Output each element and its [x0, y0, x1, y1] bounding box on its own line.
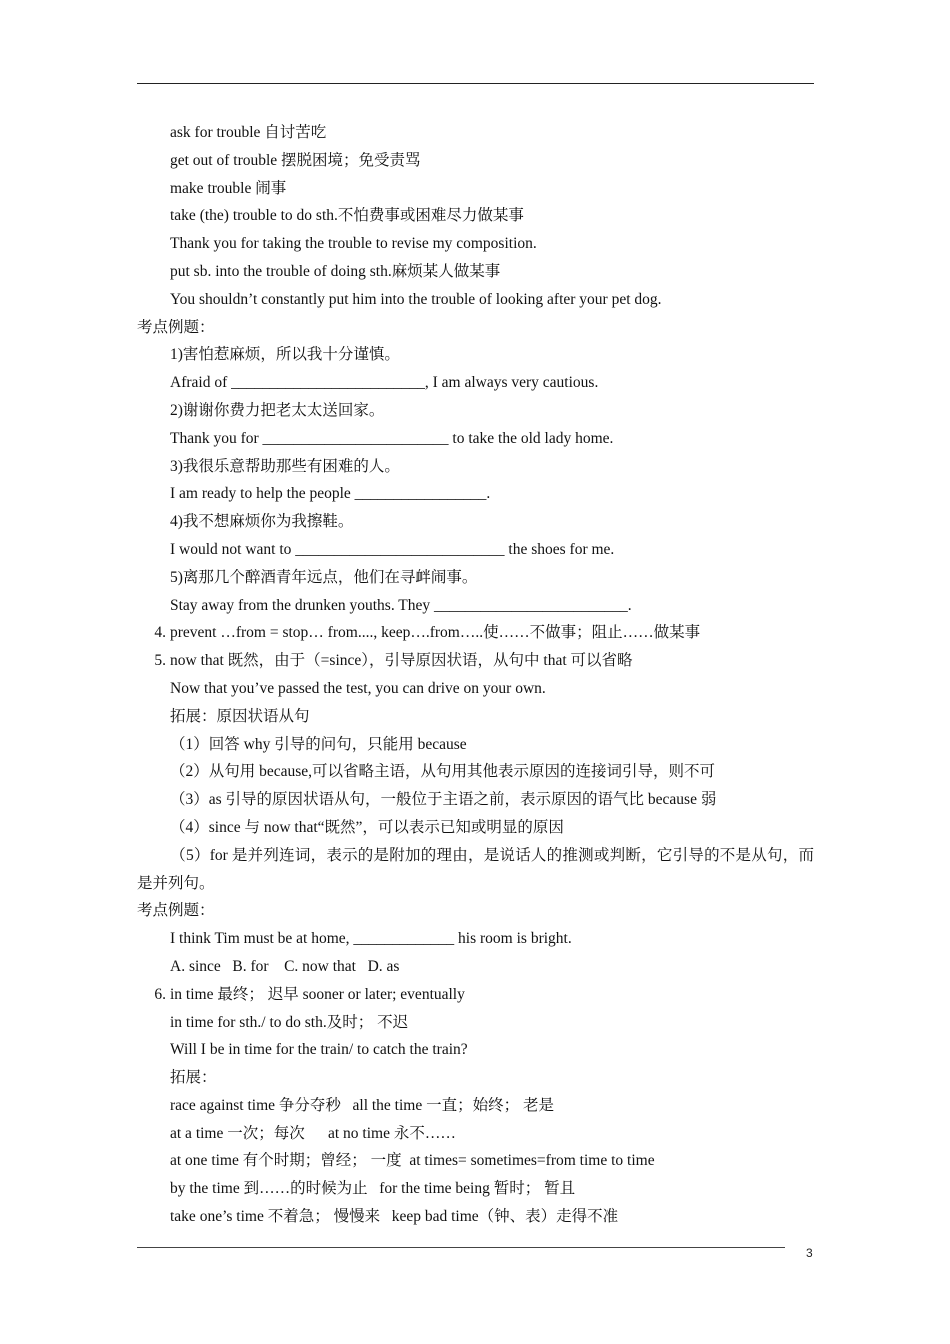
text-line: take one’s time 不着急； 慢慢来 keep bad time（钟、表）走得不准	[170, 1208, 619, 1226]
text-line: （2）从句用 because,可以省略主语，从句用其他表示原因的连接词引导，则不可	[170, 763, 716, 781]
section-label: 考点例题：	[137, 318, 215, 336]
page-number: 3	[806, 1246, 813, 1260]
text-line: Will I be in time for the train/ to catch the train?	[170, 1041, 468, 1059]
exercise-line: 5)离那几个醉酒青年远点，他们在寻衅闹事。	[170, 568, 478, 586]
text-line: by the time 到……的时候为止 for the time being 暂时； 暂且	[170, 1180, 576, 1198]
exercise-line: I think Tim must be at home, _____________ his room is bright.	[170, 930, 572, 948]
exercise-line: I would not want to ___________________________ the shoes for me.	[170, 540, 615, 558]
exercise-line: Thank you for ________________________ to take the old lady home.	[170, 429, 614, 447]
text-line: ask for trouble 自讨苦吃	[170, 124, 327, 141]
exercise-line: 1)害怕惹麻烦，所以我十分谨慎。	[170, 346, 400, 364]
text-line: Thank you for taking the trouble to revise my composition.	[170, 235, 537, 253]
page-content	[137, 119, 814, 1231]
exercise-line: I am ready to help the people _________________.	[170, 485, 491, 503]
text-line: You shouldn’t constantly put him into the trouble of looking after your pet dog.	[170, 290, 662, 308]
item-text: in time 最终； 迟早 sooner or later; eventually	[170, 985, 465, 1003]
text-line: race against time 争分夺秒 all the time 一直；始终； 老是	[170, 1096, 554, 1114]
exercise-line: 4)我不想麻烦你为我擦鞋。	[170, 513, 354, 531]
text-line: in time for sth./ to do sth.及时； 不迟	[170, 1013, 409, 1031]
text-line: put sb. into the trouble of doing sth.麻烦某人做某事	[170, 262, 501, 280]
text-line: （3）as 引导的原因状语从句，一般位于主语之前，表示原因的语气比 because 弱	[170, 791, 717, 809]
text-line: take (the) trouble to do sth.不怕费事或困难尽力做某事	[170, 207, 524, 225]
text-line: at one time 有个时期；曾经； 一度 at times= sometimes=from time to time	[170, 1152, 655, 1170]
text-line: at a time 一次；每次 at no time 永不……	[170, 1124, 456, 1142]
item-text: prevent …from = stop… from...., keep….from…..使……不做事；阻止……做某事	[170, 624, 701, 642]
item-number: 6.	[154, 985, 166, 1003]
wrapped-paragraph: （5）for 是并列连词，表示的是附加的理由，是说话人的推测或判断，它引导的不是从句，而是并列句。	[137, 846, 814, 892]
answer-options: A. since B. for C. now that D. as	[170, 957, 400, 975]
numbered-item	[137, 619, 814, 647]
text-line: （4）since 与 now that“既然”，可以表示已知或明显的原因	[170, 818, 564, 836]
header-rule	[137, 83, 814, 84]
exercise-line: Stay away from the drunken youths. They _________________________.	[170, 596, 632, 614]
text-line: get out of trouble 摆脱困境；免受责骂	[170, 151, 421, 169]
text-line: Now that you’ve passed the test, you can drive on your own.	[170, 679, 546, 697]
exercise-line: Afraid of _________________________, I am always very cautious.	[170, 374, 599, 392]
exercise-line: 3)我很乐意帮助那些有困难的人。	[170, 457, 400, 475]
text-line: （1）回答 why 引导的问句，只能用 because	[170, 735, 467, 753]
numbered-item	[137, 647, 814, 675]
numbered-item	[137, 981, 814, 1009]
item-number: 4.	[154, 624, 166, 642]
footer-rule	[137, 1247, 785, 1248]
text-line: make trouble 闹事	[170, 179, 287, 197]
section-label: 考点例题：	[137, 902, 215, 920]
text-line: 拓展：原因状语从句	[170, 707, 310, 725]
item-number: 5.	[154, 652, 166, 670]
item-text: now that 既然，由于（=since），引导原因状语，从句中 that 可以省略	[170, 652, 633, 670]
exercise-line: 2)谢谢你费力把老太太送回家。	[170, 401, 385, 419]
text-line: 拓展：	[170, 1069, 217, 1087]
